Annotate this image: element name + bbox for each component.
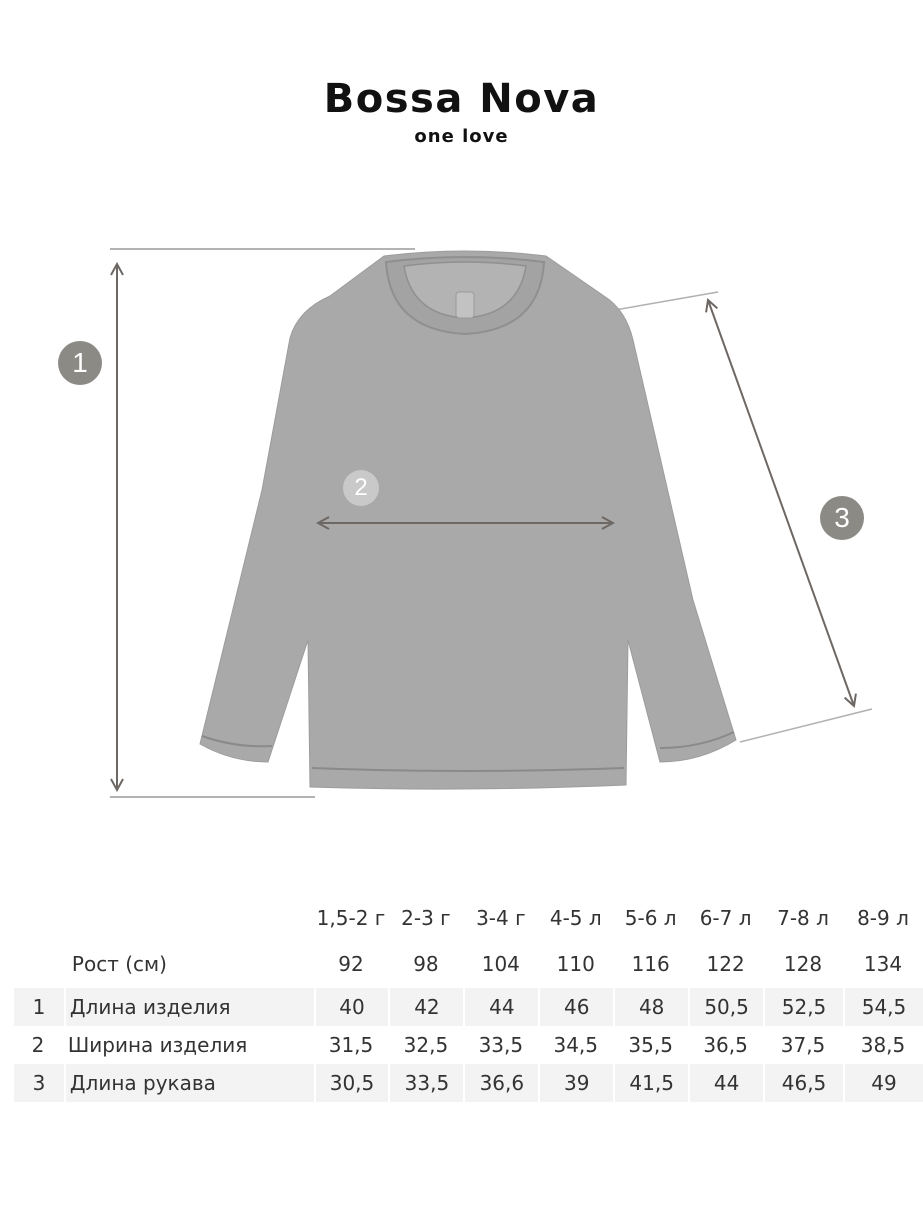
table-cell: 42 (388, 988, 463, 1026)
table-cell: 48 (613, 988, 688, 1026)
height-row (12, 940, 923, 988)
table-cell: 92 (338, 952, 364, 976)
header-blank (12, 896, 64, 940)
table-cell: 37,5 (780, 1033, 826, 1057)
table-cell: 33,5 (388, 1064, 463, 1102)
table-cell: 104 (481, 952, 520, 976)
size-header: 4-5 л (549, 906, 602, 930)
table-cell: 52,5 (763, 988, 843, 1026)
table-cell: 49 (843, 1064, 923, 1102)
row-label: Рост (см) (71, 952, 167, 976)
row-label: Длина рукава (64, 1064, 314, 1102)
row-number-blank (12, 940, 64, 988)
table-cell: 32,5 (403, 1033, 449, 1057)
size-header-row (12, 896, 923, 940)
row-number: 3 (12, 1064, 64, 1102)
table-cell: 46,5 (763, 1064, 843, 1102)
size-header: 6-7 л (699, 906, 752, 930)
table-cell: 44 (463, 988, 538, 1026)
size-header: 2-3 г (401, 906, 451, 930)
header-label-blank (64, 896, 314, 940)
brand-title: Bossa Nova (323, 76, 600, 122)
sleeve-marker: 3 (820, 496, 864, 540)
length-marker: 1 (58, 341, 102, 385)
table-cell: 35,5 (628, 1033, 673, 1057)
table-cell: 134 (863, 952, 903, 976)
table-cell: 50,5 (688, 988, 763, 1026)
table-row (12, 1026, 923, 1064)
table-cell: 40 (314, 988, 389, 1026)
table-cell: 34,5 (553, 1033, 599, 1057)
neck-label (456, 292, 474, 318)
table-cell: 54,5 (843, 988, 923, 1026)
size-header: 3-4 г (476, 906, 526, 930)
table-cell: 116 (631, 952, 670, 976)
size-table (12, 896, 923, 1102)
size-header: 7-8 л (777, 906, 829, 930)
sleeve-bottom-guide (740, 709, 872, 742)
size-header: 8-9 л (857, 906, 909, 930)
table-cell: 31,5 (328, 1033, 374, 1057)
table-cell: 122 (706, 952, 745, 976)
sleeve-top-guide (615, 292, 718, 310)
table-cell: 33,5 (478, 1033, 524, 1057)
row-number: 1 (12, 988, 64, 1026)
table-row (12, 1064, 923, 1102)
table-cell: 46 (538, 988, 613, 1026)
width-marker: 2 (343, 470, 379, 506)
table-cell: 110 (556, 952, 595, 976)
table-row (12, 988, 923, 1026)
table-cell: 98 (413, 952, 439, 976)
table-cell: 128 (783, 952, 823, 976)
table-cell: 38,5 (860, 1033, 906, 1057)
brand-tagline: one love (414, 126, 509, 147)
row-label: Ширина изделия (67, 1033, 248, 1057)
table-cell: 39 (538, 1064, 613, 1102)
table-cell: 41,5 (613, 1064, 688, 1102)
size-header: 5-6 л (624, 906, 677, 930)
table-cell: 36,6 (463, 1064, 538, 1102)
table-cell: 36,5 (703, 1033, 748, 1057)
longsleeve-shirt (200, 251, 736, 789)
row-label: Длина изделия (64, 988, 314, 1026)
table-cell: 30,5 (314, 1064, 389, 1102)
size-header: 1,5-2 г (316, 906, 386, 930)
table-cell: 44 (688, 1064, 763, 1102)
row-number: 2 (31, 1033, 45, 1057)
